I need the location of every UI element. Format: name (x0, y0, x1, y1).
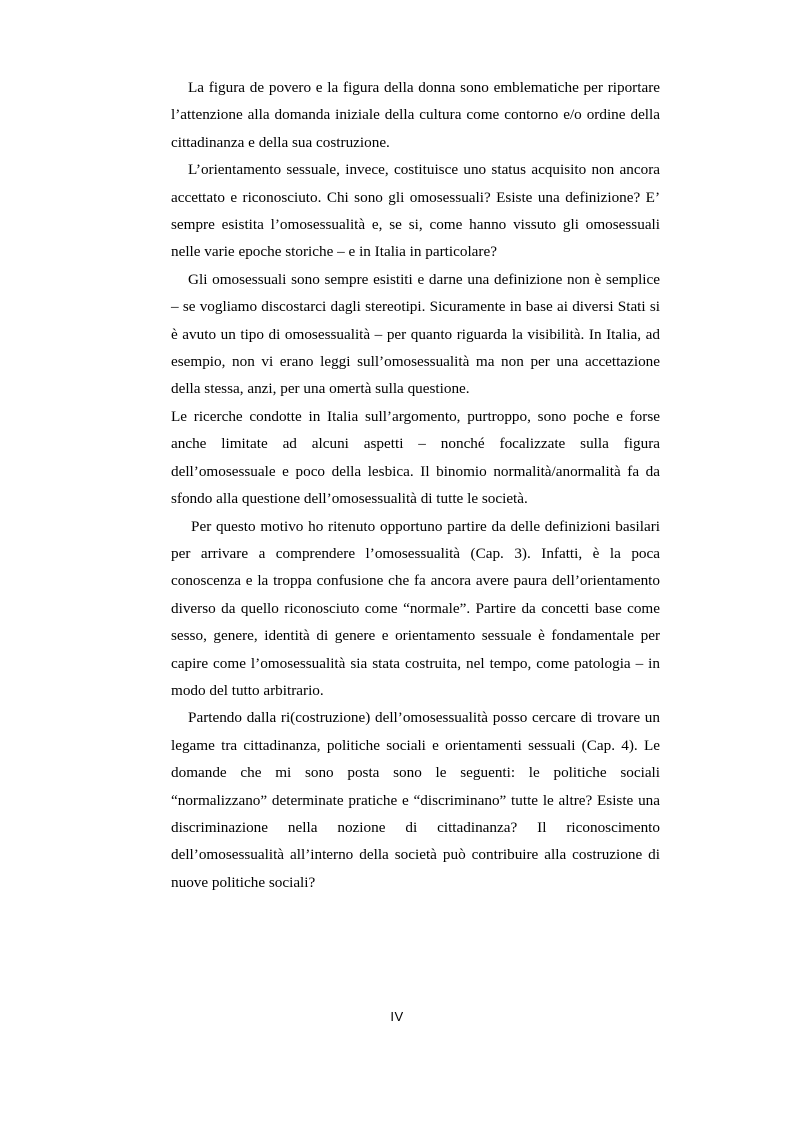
paragraph-4: Le ricerche condotte in Italia sull’argomento, purtroppo, sono poche e forse anche limitate ad alcuni aspetti – nonché focalizzate sulla figura dell’omosessuale e poco della lesbica. Il binomio normalità/anormalità fa da sfondo alla questione dell’omosessualità di tutte le società. (171, 407, 660, 508)
paragraph-3: Gli omosessuali sono sempre esistiti e darne una definizione non è semplice – se vogliamo discostarci dagli stereotipi. Sicuramente in base ai diversi Stati si è avuto un tipo di omosessualità – per quanto riguarda la visibilità. In Italia, ad esempio, non vi erano leggi sull’omosessualità ma non per una accettazione della stessa, anzi, per una omertà sulla questione. (171, 270, 660, 398)
paragraph-2: L’orientamento sessuale, invece, costituisce uno status acquisito non ancora accettato e riconosciuto. Chi sono gli omosessuali? Esiste una definizione? E’ sempre esistita l’omosessualità e, se si, come hanno vissuto gli omosessuali nelle varie epoche storiche – e in Italia in particolare? (171, 161, 660, 261)
page-number: IV (390, 1009, 404, 1024)
paragraph-5: Per questo motivo ho ritenuto opportuno partire da delle definizioni basilari per arrivare a comprendere l’omosessualità (Cap. 3). Infatti, è la poca conoscenza e la troppa confusione che fa ancora avere paura dell’orientamento diverso da quello riconosciuto come “normale”. Partire da concetti base come sesso, genere, identità di genere e orientamento sessuale è fondamentale per capire come l’omosessualità sia stata costruita, nel tempo, come patologia – in modo del tutto arbitrario. (171, 517, 660, 699)
paragraph-1: La figura de povero e la figura della donna sono emblematiche per riportare l’attenzione alla domanda iniziale della cultura come contorno e/o ordine della cittadinanza e della sua costruzione. (171, 79, 660, 151)
paragraph-6: Partendo dalla ri(costruzione) dell’omosessualità posso cercare di trovare un legame tra cittadinanza, politiche sociali e orientamenti sessuali (Cap. 4). Le domande che mi sono posta sono le seguenti: le politiche sociali “normalizzano” determinate pratiche e “discriminano” tutte le altre? Esiste una discriminazione nella nozione di cittadinanza? Il riconoscimento dell’omosessualità all’interno della società può contribuire alla costruzione di nuove politiche sociali? (171, 709, 660, 891)
page-body (171, 74, 660, 896)
